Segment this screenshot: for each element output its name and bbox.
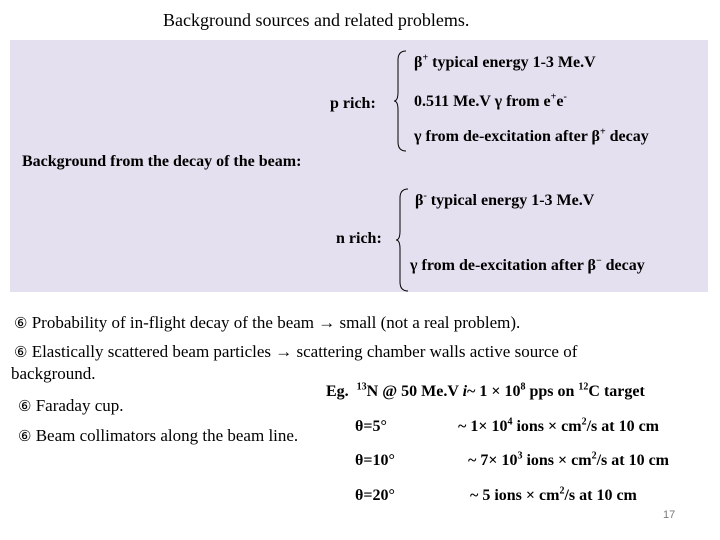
page-title: Background sources and related problems.	[163, 10, 470, 30]
beam-decay-heading: Background from the decay of the beam:	[22, 153, 302, 170]
rate-angle-10: θ=10°	[355, 452, 395, 469]
p-rich-label: p rich:	[330, 95, 376, 112]
rate-value-5: ~ $1\times 10^4$ ions × $cm^2/s$ at 10 cm	[458, 416, 659, 435]
bullet-marker-icon: ⑥	[18, 399, 32, 415]
bullet-elastic-scattering: ⑥ Elastically scattered beam particles → scattering chamber walls active source of	[14, 342, 578, 361]
p-rich-line-gamma-511: 0.511 Me.V γ from e+e-	[414, 91, 567, 110]
bullet-elastic-scattering-cont: background.	[11, 364, 96, 383]
n-rich-line-beta-minus: β- typical energy 1-3 Me.V	[415, 190, 595, 209]
example-line: Eg. $^{13}$N @ 50 Me.V i~ $1 \times 10^8$ pps on $^{12}$C target	[326, 381, 645, 400]
n-rich-label: n rich:	[336, 230, 382, 247]
n-rich-brace	[396, 188, 410, 292]
bullet-marker-icon: ⑥	[14, 345, 28, 361]
bullet-inflight-decay: ⑥ Probability of in-flight decay of the beam → small (not a real problem).	[14, 313, 521, 332]
n-rich-line-deexcitation: γ from de-excitation after β− decay	[410, 255, 645, 274]
rate-value-20: ~ 5 ions × $cm^2/s$ at 10 cm	[470, 485, 637, 504]
p-rich-line-beta-plus: β+ typical energy 1-3 Me.V	[414, 52, 596, 71]
bullet-marker-icon: ⑥	[18, 429, 32, 445]
rate-angle-20: θ=20°	[355, 487, 395, 504]
p-rich-brace	[394, 50, 408, 152]
rate-angle-5: θ=5°	[355, 418, 387, 435]
page-number: 17	[663, 509, 676, 521]
bullet-marker-icon: ⑥	[14, 316, 28, 332]
rate-value-10: ~ $7\times 10^3$ ions × $cm^2/s$ at 10 cm	[468, 450, 669, 469]
bullet-collimators: ⑥ Beam collimators along the beam line.	[18, 426, 299, 445]
p-rich-line-deexcitation: γ from de-excitation after β+ decay	[414, 126, 649, 145]
bullet-faraday-cup: ⑥ Faraday cup.	[18, 396, 124, 415]
